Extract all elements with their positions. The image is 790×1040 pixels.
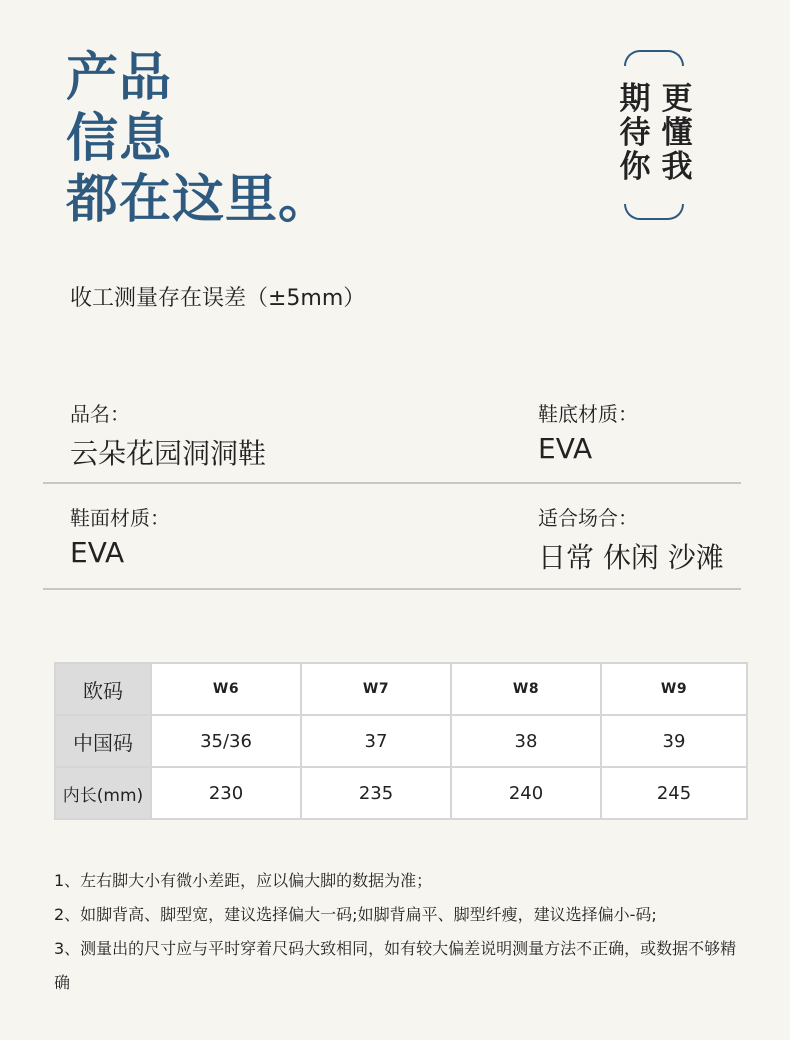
headline-line-3: 都在这里。 — [66, 170, 332, 230]
row-header-eur: 欧码 — [55, 663, 151, 715]
badge-arc-bottom — [624, 204, 684, 220]
length-cell: 240 — [451, 767, 601, 819]
eur-size-cell: W7 — [301, 663, 451, 715]
length-cell: 235 — [301, 767, 451, 819]
length-cell: 230 — [151, 767, 301, 819]
headline — [66, 48, 331, 231]
badge-column-left: 期待你 — [619, 81, 651, 185]
cn-size-cell: 37 — [301, 715, 451, 767]
table-row-length — [55, 767, 747, 819]
headline-line-1: 产品 — [66, 48, 173, 108]
badge-column-right: 更懂我 — [661, 81, 693, 185]
product-name-value: 云朵花园洞洞鞋 — [70, 437, 267, 470]
cn-size-cell: 35/36 — [151, 715, 301, 767]
eur-size-cell: W9 — [601, 663, 747, 715]
product-name-label: 品名： — [70, 402, 130, 426]
info-row-1 — [43, 380, 741, 484]
upper-material-label: 鞋面材质： — [70, 506, 170, 530]
row-header-cn: 中国码 — [55, 715, 151, 767]
note-3: 3、测量出的尺寸应与平时穿着尺码大致相同，如有较大偏差说明测量方法不正确，或数据不够精确 — [54, 939, 737, 992]
tolerance-note: 收工测量存在误差（±5mm） — [70, 286, 366, 311]
badge-arc-top — [624, 50, 684, 66]
headline-line-2: 信息 — [66, 109, 173, 169]
eur-size-cell: W8 — [451, 663, 601, 715]
table-row-cn — [55, 715, 747, 767]
length-cell: 245 — [601, 767, 747, 819]
eur-size-cell: W6 — [151, 663, 301, 715]
note-1: 1、左右脚大小有微小差距，应以偏大脚的数据为准； — [54, 871, 433, 890]
note-2: 2、如脚背高、脚型宽，建议选择偏大一码;如脚背扁平、脚型纤瘦，建议选择偏小-码; — [54, 905, 657, 924]
occasion-value: 日常 休闲 沙滩 — [538, 541, 724, 574]
info-row-2 — [43, 484, 741, 590]
cn-size-cell: 38 — [451, 715, 601, 767]
occasion-label: 适合场合： — [538, 506, 638, 530]
size-table — [54, 662, 748, 820]
cn-size-cell: 39 — [601, 715, 747, 767]
sole-material-label: 鞋底材质： — [538, 402, 638, 426]
row-header-length: 内长(mm) — [55, 767, 151, 819]
upper-material-value: EVA — [70, 536, 125, 569]
table-row-eur — [55, 663, 747, 715]
badge-seal — [614, 50, 694, 220]
notes — [54, 864, 744, 1000]
sole-material-value: EVA — [538, 432, 593, 465]
product-info — [43, 380, 741, 590]
